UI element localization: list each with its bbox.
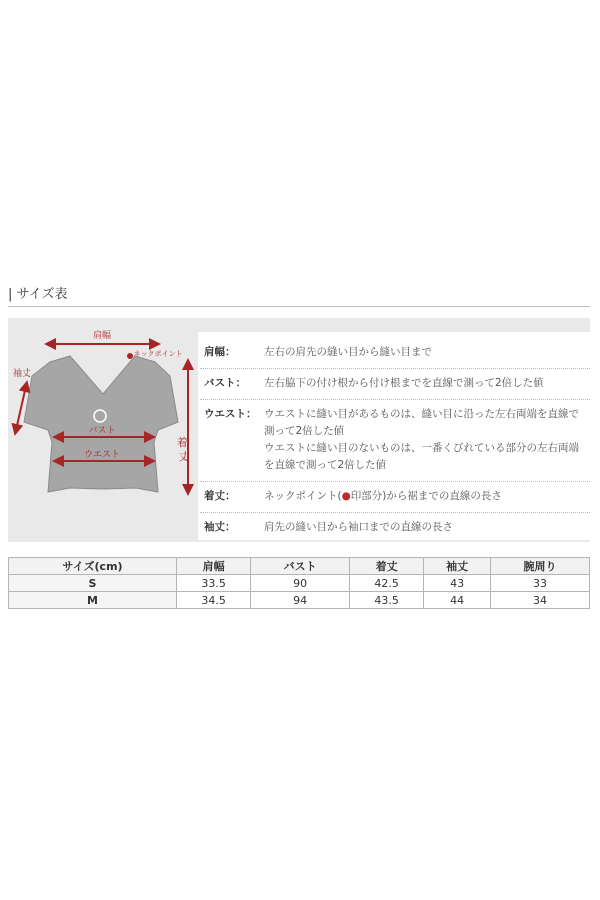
title-divider <box>8 306 590 307</box>
definition-text: ウエストに縫い目があるものは、縫い目に沿った左右両端を直線で <box>264 408 579 420</box>
garment-shape <box>24 356 178 492</box>
neckpoint-label: ネックポイント <box>133 350 183 358</box>
column-header: バスト <box>251 558 350 575</box>
column-header: 肩幅 <box>177 558 251 575</box>
table-cell: 33 <box>491 575 590 592</box>
garment-diagram <box>8 318 198 542</box>
length-label-char-1: 着 <box>176 436 188 449</box>
definition-text: を直線で測って2倍した値 <box>264 459 387 471</box>
length-label-char-2: 丈 <box>178 450 190 463</box>
sleeve-arrow <box>16 386 26 430</box>
waist-label: ウエスト <box>83 450 121 460</box>
definition-term: 肩幅： <box>204 346 236 358</box>
table-row <box>9 592 590 609</box>
size-cell: M <box>9 592 177 609</box>
definition-row-length <box>200 482 590 513</box>
table-cell: 43 <box>424 575 491 592</box>
column-header: サイズ(cm) <box>9 558 177 575</box>
length-label <box>177 435 192 463</box>
definition-term: ウエスト： <box>204 408 257 420</box>
definition-text-prefix: ネックポイント( <box>264 490 342 502</box>
shoulder-label: 肩幅 <box>92 331 112 341</box>
bust-label: バスト <box>88 426 116 436</box>
table-cell: 34.5 <box>177 592 251 609</box>
table-cell: 42.5 <box>350 575 424 592</box>
definition-row-bust <box>200 369 590 400</box>
table-cell: 43.5 <box>350 592 424 609</box>
section-title: | サイズ表 <box>8 287 68 302</box>
definition-text: 左右脇下の付け根から付け根までを直線で測って2倍した値 <box>264 377 544 389</box>
table-cell: 94 <box>251 592 350 609</box>
definition-term: バスト： <box>204 377 246 389</box>
definition-row-sleeve <box>200 513 590 543</box>
neckpoint-dot <box>127 353 133 359</box>
definition-text-suffix: 印部分)から裾までの直線の長さ <box>350 490 502 502</box>
definition-text: 左右の肩先の縫い目から縫い目まで <box>264 346 432 358</box>
definition-text: 測って2倍した値 <box>264 425 345 437</box>
table-cell: 34 <box>491 592 590 609</box>
definitions-list <box>200 338 590 543</box>
table-cell: 44 <box>424 592 491 609</box>
definition-text: ウエストに縫い目のないものは、一番くびれている部分の左右両端 <box>264 442 579 454</box>
size-table <box>8 557 590 609</box>
definition-term: 袖丈： <box>204 521 236 533</box>
column-header: 着丈 <box>350 558 424 575</box>
size-cell: S <box>9 575 177 592</box>
table-row <box>9 575 590 592</box>
column-header: 腕周り <box>491 558 590 575</box>
table-cell: 33.5 <box>177 575 251 592</box>
sleeve-label: 袖丈 <box>12 369 32 379</box>
definition-row-shoulder <box>200 338 590 369</box>
definition-term: 着丈： <box>204 490 236 502</box>
button-icon <box>94 410 106 422</box>
definition-text: 肩先の縫い目から袖口までの直線の長さ <box>264 521 453 533</box>
definition-row-waist <box>200 400 590 482</box>
neckpoint-dot-icon: ● <box>341 490 351 502</box>
table-cell: 90 <box>251 575 350 592</box>
column-header: 袖丈 <box>424 558 491 575</box>
size-table-header-row <box>9 558 590 575</box>
